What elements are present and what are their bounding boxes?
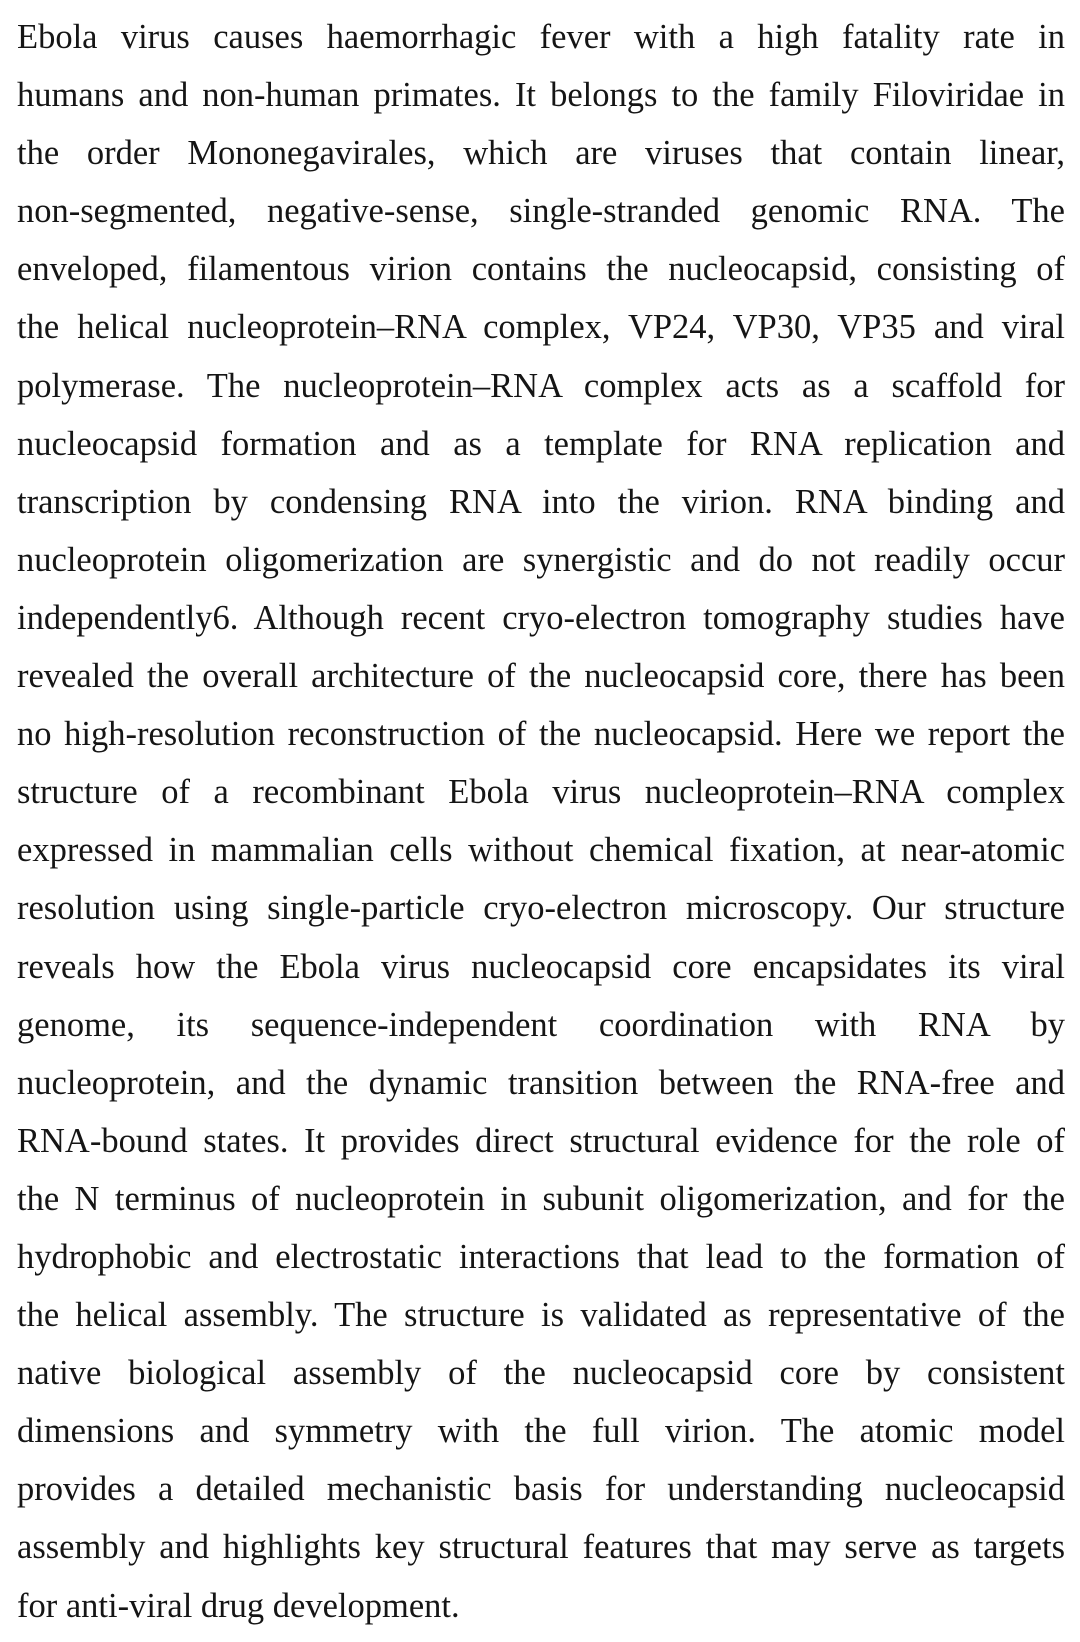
text-line: polymerase. The nucleoprotein–RNA complex acts as a scaffold for <box>17 366 1065 405</box>
text-line: hydrophobic and electrostatic interactions that lead to the formation of <box>17 1237 1065 1276</box>
text-line: the helical assembly. The structure is validated as representative of the <box>17 1296 1065 1335</box>
text-line: resolution using single-particle cryo-electron microscopy. Our structure <box>17 889 1065 928</box>
text-line: RNA-bound states. It provides direct structural evidence for the role of <box>17 1121 1065 1160</box>
text-line: humans and non-human primates. It belongs to the family Filoviridae in <box>17 76 1065 115</box>
text-line: dimensions and symmetry with the full virion. The atomic model <box>17 1412 1065 1451</box>
text-line: enveloped, filamentous virion contains the nucleocapsid, consisting of <box>17 250 1065 289</box>
text-line: native biological assembly of the nucleocapsid core by consistent <box>17 1354 1065 1393</box>
text-line: expressed in mammalian cells without chemical fixation, at near-atomic <box>17 831 1065 870</box>
text-line-last: for anti-viral drug development. <box>17 1586 460 1625</box>
text-line: no high-resolution reconstruction of the nucleocapsid. Here we report the <box>17 715 1065 754</box>
text-line: nucleoprotein oligomerization are synergistic and do not readily occur <box>17 540 1065 579</box>
text-line: structure of a recombinant Ebola virus nucleoprotein–RNA complex <box>17 773 1065 812</box>
abstract-paragraph <box>17 8 1065 1635</box>
text-line: non-segmented, negative-sense, single-stranded genomic RNA. The <box>17 192 1065 231</box>
text-line: independently6. Although recent cryo-electron tomography studies have <box>17 598 1065 637</box>
text-line: provides a detailed mechanistic basis for understanding nucleocapsid <box>17 1470 1065 1509</box>
text-line: nucleoprotein, and the dynamic transition between the RNA-free and <box>17 1063 1065 1102</box>
text-line: the helical nucleoprotein–RNA complex, VP24, VP30, VP35 and viral <box>17 308 1065 347</box>
text-line: assembly and highlights key structural features that may serve as targets <box>17 1528 1065 1567</box>
text-line: the order Mononegavirales, which are viruses that contain linear, <box>17 134 1065 173</box>
text-line: Ebola virus causes haemorrhagic fever with a high fatality rate in <box>17 18 1065 56</box>
text-line: reveals how the Ebola virus nucleocapsid core encapsidates its viral <box>17 947 1065 986</box>
text-line: the N terminus of nucleoprotein in subunit oligomerization, and for the <box>17 1179 1065 1218</box>
text-line: transcription by condensing RNA into the virion. RNA binding and <box>17 482 1065 521</box>
text-line: genome, its sequence-independent coordination with RNA by <box>17 1005 1065 1044</box>
text-line: nucleocapsid formation and as a template for RNA replication and <box>17 424 1065 463</box>
text-line: revealed the overall architecture of the nucleocapsid core, there has been <box>17 657 1065 696</box>
